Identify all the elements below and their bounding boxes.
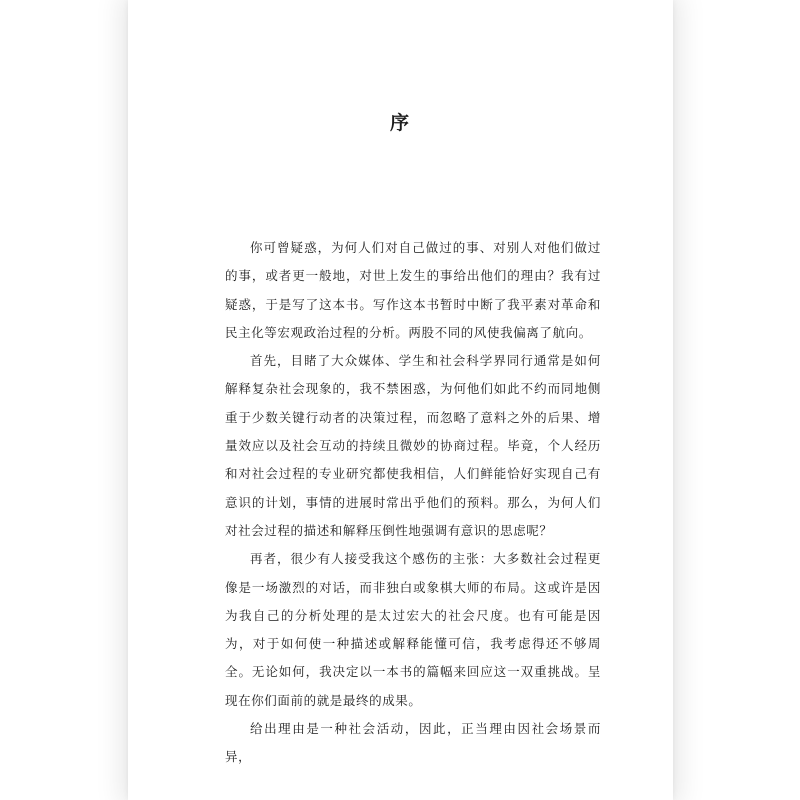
book-page [128,0,673,800]
body-text [225,234,601,772]
paragraph: 再者，很少有人接受我这个感伤的主张：大多数社会过程更像是一场激烈的对话，而非独白或象棋大师的布局。这或许是因为我自己的分析处理的是太过宏大的社会尺度。也有可能是因为，对于如何使一种描述或解释能懂可信，我考虑得还不够周全。无论如何，我决定以一本书的篇幅来回应这一双重挑战。呈现在你们面前的就是最终的成果。 [225,551,601,708]
paragraph: 首先，目睹了大众媒体、学生和社会科学界同行通常是如何解释复杂社会现象的，我不禁困惑，为何他们如此不约而同地侧重于少数关键行动者的决策过程，而忽略了意料之外的后果、增量效应以及社会互动的持续且微妙的协商过程。毕竟，个人经历和对社会过程的专业研究都使我相信，人们鲜能恰好实现自己有意识的计划，事情的进展时常出乎他们的预料。那么，为何人们对社会过程的描述和解释压倒性地强调有意识的思虑呢？ [225,353,601,538]
paragraph: 你可曾疑惑，为何人们对自己做过的事、对别人对他们做过的事，或者更一般地，对世上发生的事给出他们的理由？我有过疑惑，于是写了这本书。写作这本书暂时中断了我平素对革命和民主化等宏观政治过程的分析。两股不同的风使我偏离了航向。 [225,240,601,340]
chapter-title: 序 [389,112,411,134]
paragraph: 给出理由是一种社会活动，因此，正当理由因社会场景而异， [225,721,601,765]
